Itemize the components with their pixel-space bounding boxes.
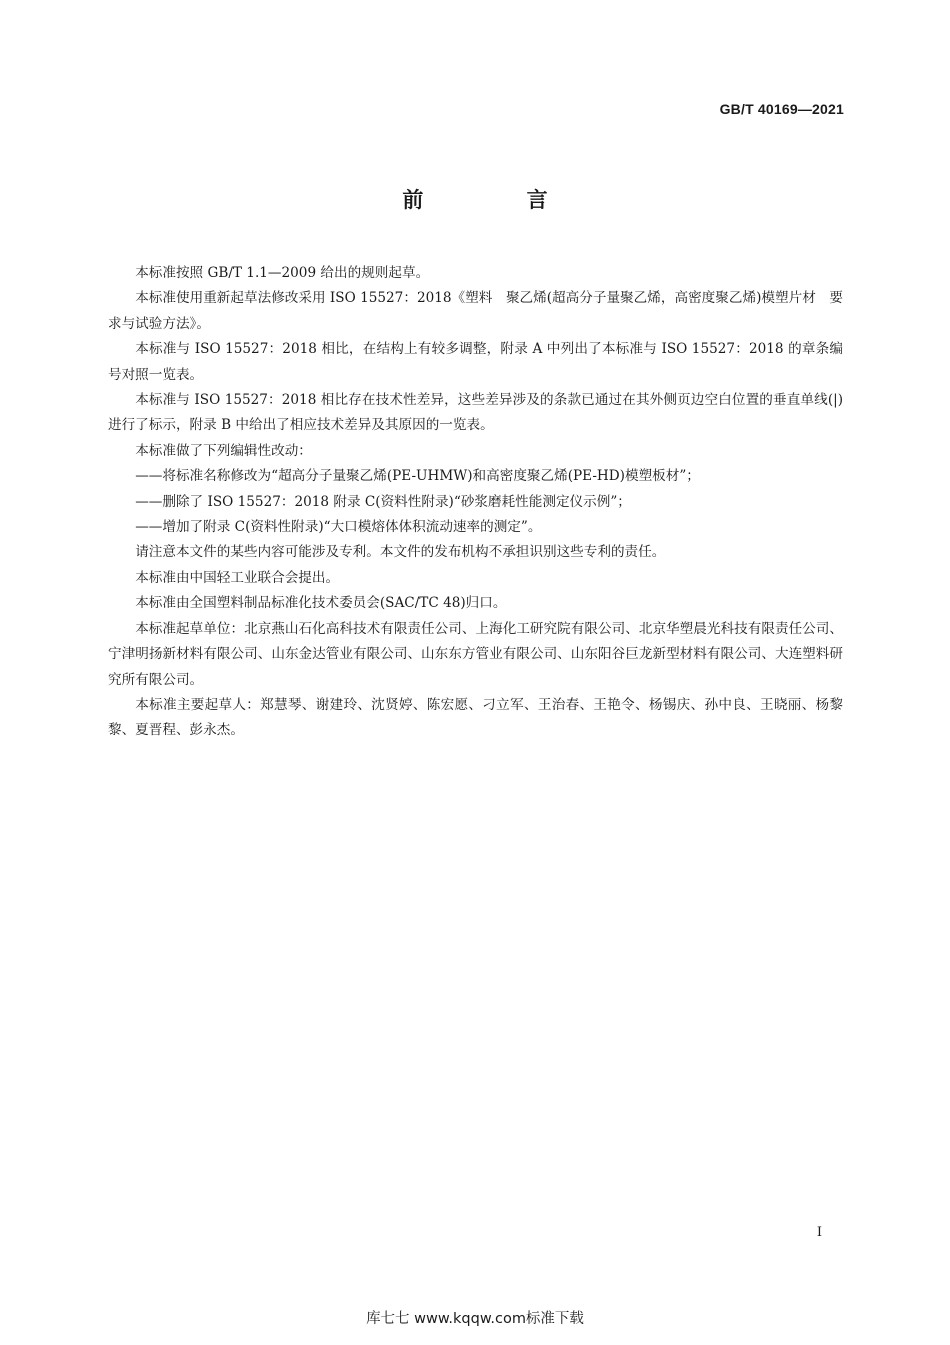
paragraph-drafting-rules: 本标准按照 GB/T 1.1—2009 给出的规则起草。 <box>135 265 430 281</box>
page-number: I <box>816 1225 822 1240</box>
paragraph-editorial-changes: 本标准做了下列编辑性改动： <box>135 442 312 459</box>
standard-code: GB/T 40169—2021 <box>719 101 844 117</box>
paragraph-structure: 本标准与 ISO 15527：2018 相比，在结构上有较多调整，附录 A 中列出了本标准与 ISO 15527：2018 的章条编号对照一览表。 <box>108 341 843 383</box>
paragraph-committee: 本标准由全国塑料制品标准化技术委员会(SAC/TC 48)归口。 <box>135 595 507 612</box>
paragraph-technical-differences: 本标准与 ISO 15527：2018 相比存在技术性差异，这些差异涉及的条款已通过在其外侧页边空白位置的垂直单线(|)进行了标示，附录 B 中给出了相应技术差异及其原因的一览表。 <box>108 392 843 434</box>
footer-watermark: 库七七 www.kqqw.com标准下载 <box>366 1311 584 1327</box>
paragraph-drafting-units: 本标准起草单位：北京燕山石化高科技术有限责任公司、上海化工研究院有限公司、北京华塑晨光科技有限责任公司、宁津明扬新材料有限公司、山东金达管业有限公司、山东东方管业有限公司、山东阳谷巨龙新型材料有限公司、大连塑料研究所有限公司。 <box>108 620 843 688</box>
paragraph-patent-notice: 请注意本文件的某些内容可能涉及专利。本文件的发布机构不承担识别这些专利的责任。 <box>135 544 666 561</box>
document-body <box>108 261 843 744</box>
list-item: ——删除了 ISO 15527：2018 附录 C(资料性附录)“砂浆磨耗性能测定仪示例”； <box>135 493 631 510</box>
paragraph-drafters: 本标准主要起草人：郑慧琴、谢建玲、沈贤婷、陈宏愿、刁立军、王治春、王艳令、杨锡庆、孙中良、王晓丽、杨黎黎、夏晋程、彭永杰。 <box>108 696 843 739</box>
list-item: ——将标准名称修改为“超高分子量聚乙烯(PE-UHMW)和高密度聚乙烯(PE-HD)模塑板材”； <box>135 468 700 485</box>
list-item: ——增加了附录 C(资料性附录)“大口模熔体体积流动速率的测定”。 <box>135 519 542 536</box>
paragraph-proposer: 本标准由中国轻工业联合会提出。 <box>135 569 340 586</box>
paragraph-adoption: 本标准使用重新起草法修改采用 ISO 15527：2018《塑料 聚乙烯(超高分子量聚乙烯，高密度聚乙烯)模塑片材 要求与试验方法》。 <box>108 290 843 332</box>
page-title: 前 言 <box>402 188 596 212</box>
